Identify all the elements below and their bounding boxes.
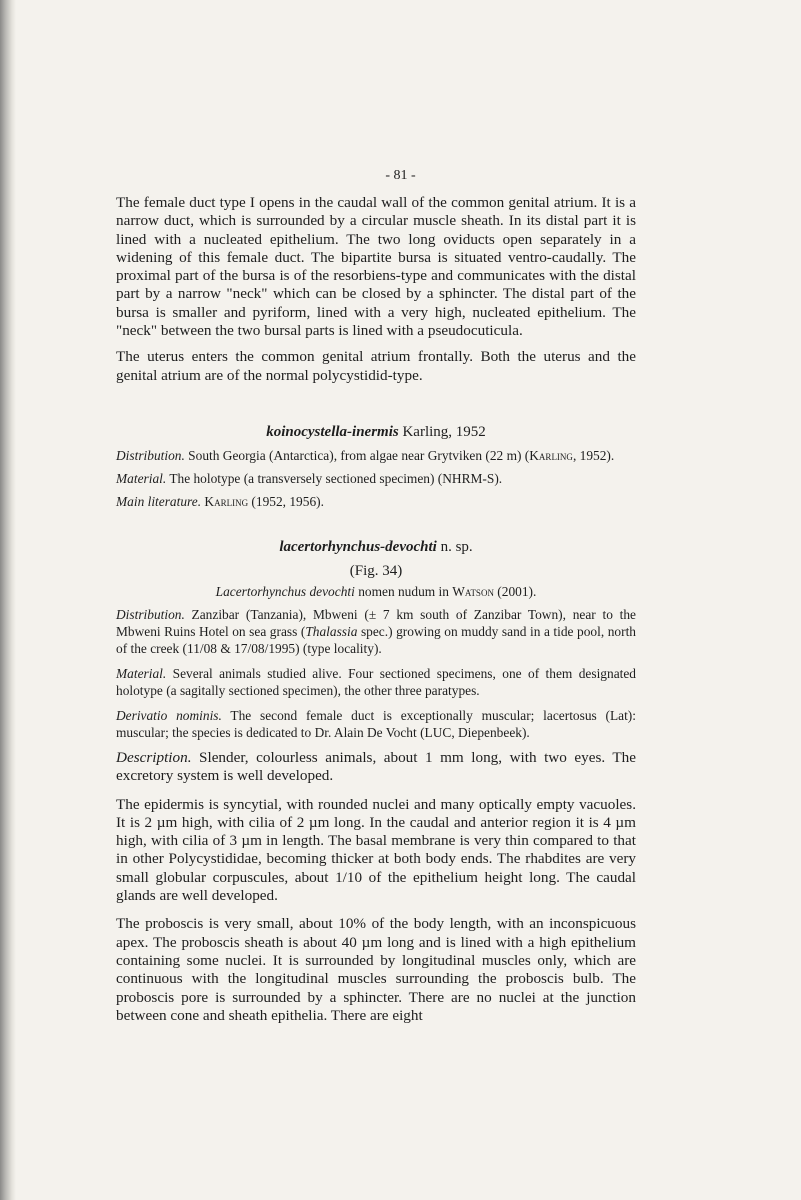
material-text: The holotype (a transversely sectioned specimen) (NHRM-S). xyxy=(166,470,503,486)
distribution-end: , 1952). xyxy=(572,447,615,463)
description-paragraph xyxy=(116,749,636,786)
species-heading-koinocystella xyxy=(116,423,636,441)
nomen-end: (2001). xyxy=(493,583,537,599)
distribution-text: Zanzibar (Tanzania), Mbweni (± 7 km south of Zanzibar Town), near to the Mbweni Ruins Hotel on sea grass ( xyxy=(116,606,636,639)
distribution-label: Distribution. xyxy=(116,447,185,463)
paragraph-proboscis: The proboscis is very small, about 10% of the body length, with an inconspicuous apex. The proboscis sheath is about 40 µm long and is lined with a high epithelium containing some nuclei. It is surrounded by longitudinal muscles only, which are continuous with the longitudinal muscles surrounding the proboscis bulb. The proboscis pore is surrounded by a sphincter. There are no nuclei at the junction between cone and sheath epithelia. There are eight xyxy=(116,915,636,1024)
reference-author: Watson xyxy=(452,583,494,599)
material-lacertorhynchus xyxy=(116,665,636,699)
description-text: Slender, colourless animals, about 1 mm long, with two eyes. The excretory system is well developed. xyxy=(116,748,636,785)
reference-author: Karling xyxy=(529,447,573,463)
derivatio-label: Derivatio nominis. xyxy=(116,707,222,723)
literature-koinocystella xyxy=(116,493,636,510)
literature-label: Main literature. xyxy=(116,493,202,509)
paragraph-epidermis: The epidermis is syncytial, with rounded nuclei and many optically empty vacuoles. It is 2 µm high, with cilia of 2 µm long. In the caudal and anterior region it is 4 µm high, with cilia of 3 µm in length. The basal membrane is very thin compared to that in other Polycystididae, becoming thicker at both body ends. The rhabdites are very small globular corpuscules, about 1/10 of the epithelium height long. The caudal glands are well developed. xyxy=(116,795,636,905)
material-label: Material. xyxy=(116,665,167,681)
species-name: koinocystella-inermis xyxy=(266,423,399,440)
distribution-text-continued: spec.) growing on muddy sand in a tide pool, north of the creek (11/08 & 17/08/1995) (type locality). xyxy=(116,623,636,656)
page-number: - 81 - xyxy=(385,168,416,183)
material-text: Several animals studied alive. Four sectioned specimens, one of them designated holotype (a sagitally sectioned specimen), the other three paratypes. xyxy=(116,665,636,698)
species-author: Karling, 1952 xyxy=(398,423,486,440)
literature-text: (1952, 1956). xyxy=(248,493,324,509)
distribution-text: South Georgia (Antarctica), from algae near Grytviken (22 m) ( xyxy=(184,447,530,463)
paragraph-female-duct: The female duct type I opens in the caudal wall of the common genital atrium. It is a narrow duct, which is surrounded by a circular muscle sheath. In its distal part it is lined with a nucleated epithelium. The two long oviducts open separately in a widening of this female duct. The bipartite bursa is situated ventro-caudally. The proximal part of the bursa is of the resorbiens-type and communicates with the distal part by a narrow "neck" which can be closed by a sphincter. The distal part of the bursa is smaller and pyriform, lined with a very high, nucleated epithelium. The "neck" between the two bursal parts is lined with a pseudocuticula. xyxy=(116,194,636,340)
description-label: Description. xyxy=(116,748,192,766)
nomen-nudum-note xyxy=(116,583,636,600)
material-koinocystella xyxy=(116,470,636,487)
figure-reference: (Fig. 34) xyxy=(349,562,403,579)
species-name: lacertorhynchus-devochti xyxy=(279,538,437,555)
reference-author: Karling xyxy=(204,493,249,509)
species-suffix: n. sp. xyxy=(436,538,473,555)
material-label: Material. xyxy=(116,470,167,486)
species-heading-lacertorhynchus xyxy=(116,538,636,556)
paragraph-uterus: The uterus enters the common genital atrium frontally. Both the uterus and the genital atrium are of the normal polycystidid-type. xyxy=(116,348,636,384)
genus-name: Thalassia xyxy=(305,623,358,639)
distribution-koinocystella xyxy=(116,447,636,464)
distribution-label: Distribution. xyxy=(116,606,185,622)
nomen-name: Lacertorhynchus devochti xyxy=(215,583,355,599)
page-content xyxy=(116,194,636,1025)
nomen-text: nomen nudum in xyxy=(354,583,453,599)
derivatio-nominis xyxy=(116,707,636,741)
derivatio-text: The second female duct is exceptionally muscular; lacertosus (Lat): muscular; the species is dedicated to Dr. Alain De Vocht (LUC, Diepenbeek). xyxy=(116,707,636,740)
distribution-lacertorhynchus xyxy=(116,606,636,657)
